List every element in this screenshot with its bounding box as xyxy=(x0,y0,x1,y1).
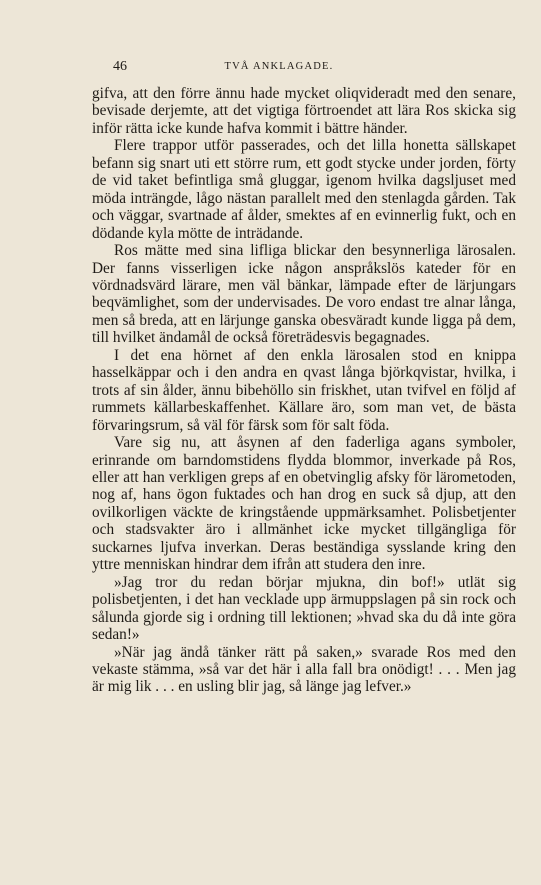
paragraph-6: »Jag tror du redan börjar mjukna, din bof!» utlät sig polisbetjenten, i det han vecklade upp ärmuppslagen på sin rock och sålunda gjorde sig i ordning till lektionen; »hvad ska du då inte göra sedan!» xyxy=(92,573,516,644)
paragraph-2: Flere trappor utför passerades, och det lilla honetta sällskapet befann sig snart uti ett större rum, ett godt stycke under jorden, förty de vid taket befintliga små gluggar, igenom hvilka dagsljuset med möda inträngde, lågo nästan parallelt med den stenlagda gården. Tak och väggar, svartnade af ålder, smektes af en evinnerlig fukt, och en dödande kyla mötte de inträdande. xyxy=(92,137,516,242)
page-number: 46 xyxy=(113,59,127,74)
paragraph-3: Ros mätte med sina lifliga blickar den besynnerliga lärosalen. Der fanns visserligen icke någon anspråkslös kateder för en vördnadsvärd lärare, men väl bänkar, lämpade efter de lärjungars beqvämlighet, som der undervisades. De voro endast tre alnar långa, men så breda, att en lärjunge ganska obesväradt kunde ligga på dem, till hvilket ändamål de också företrädesvis begagnades. xyxy=(92,242,516,347)
paragraph-5: Vare sig nu, att åsynen af den faderliga agans symboler, erinrande om barndomstidens flydda blommor, inverkade på Ros, eller att han verkligen greps af en obetvinglig afsky för lärometoden, nog af, hans ögon fuktades och han drog en suck så djup, att den ovilkorligen väckte de kringstående uppmärksamhet. Polisbetjenter och stadsvakter äro i allmänhet icke mycket tillgängliga för suckarnes ljufva inverkan. Deras beständiga sysslande kring den yttre menniskan hindrar dem ifrån att studera den inre. xyxy=(92,434,516,574)
page-header xyxy=(113,59,445,79)
paragraph-4: I det ena hörnet af den enkla lärosalen stod en knippa hasselkäppar och i den andra en qvast långa björkqvistar, hvilka, i trots af sin ålder, ännu bibehöllo sin friskhet, utan tvifvel en följd af rummets källarbeskaffenhet. Källare äro, som man vet, de bästa förvaringsrum, så väl för färsk som för salt föda. xyxy=(92,346,516,434)
running-title: TVÅ ANKLAGADE. xyxy=(224,61,334,72)
paragraph-7: »När jag ändå tänker rätt på saken,» svarade Ros med den vekaste stämma, »så var det här i alla fall bra onödigt! . . . Men jag är mig lik . . . en usling blir jag, så länge jag lefver.» xyxy=(92,643,516,696)
body-text xyxy=(92,85,516,696)
paragraph-1: gifva, att den förre ännu hade mycket oliqvideradt med den senare, bevisade derjemte, att det vigtiga förtroendet att lära Ros skicka sig inför rätta icke kunde hafva kommit i bättre händer. xyxy=(92,85,516,137)
